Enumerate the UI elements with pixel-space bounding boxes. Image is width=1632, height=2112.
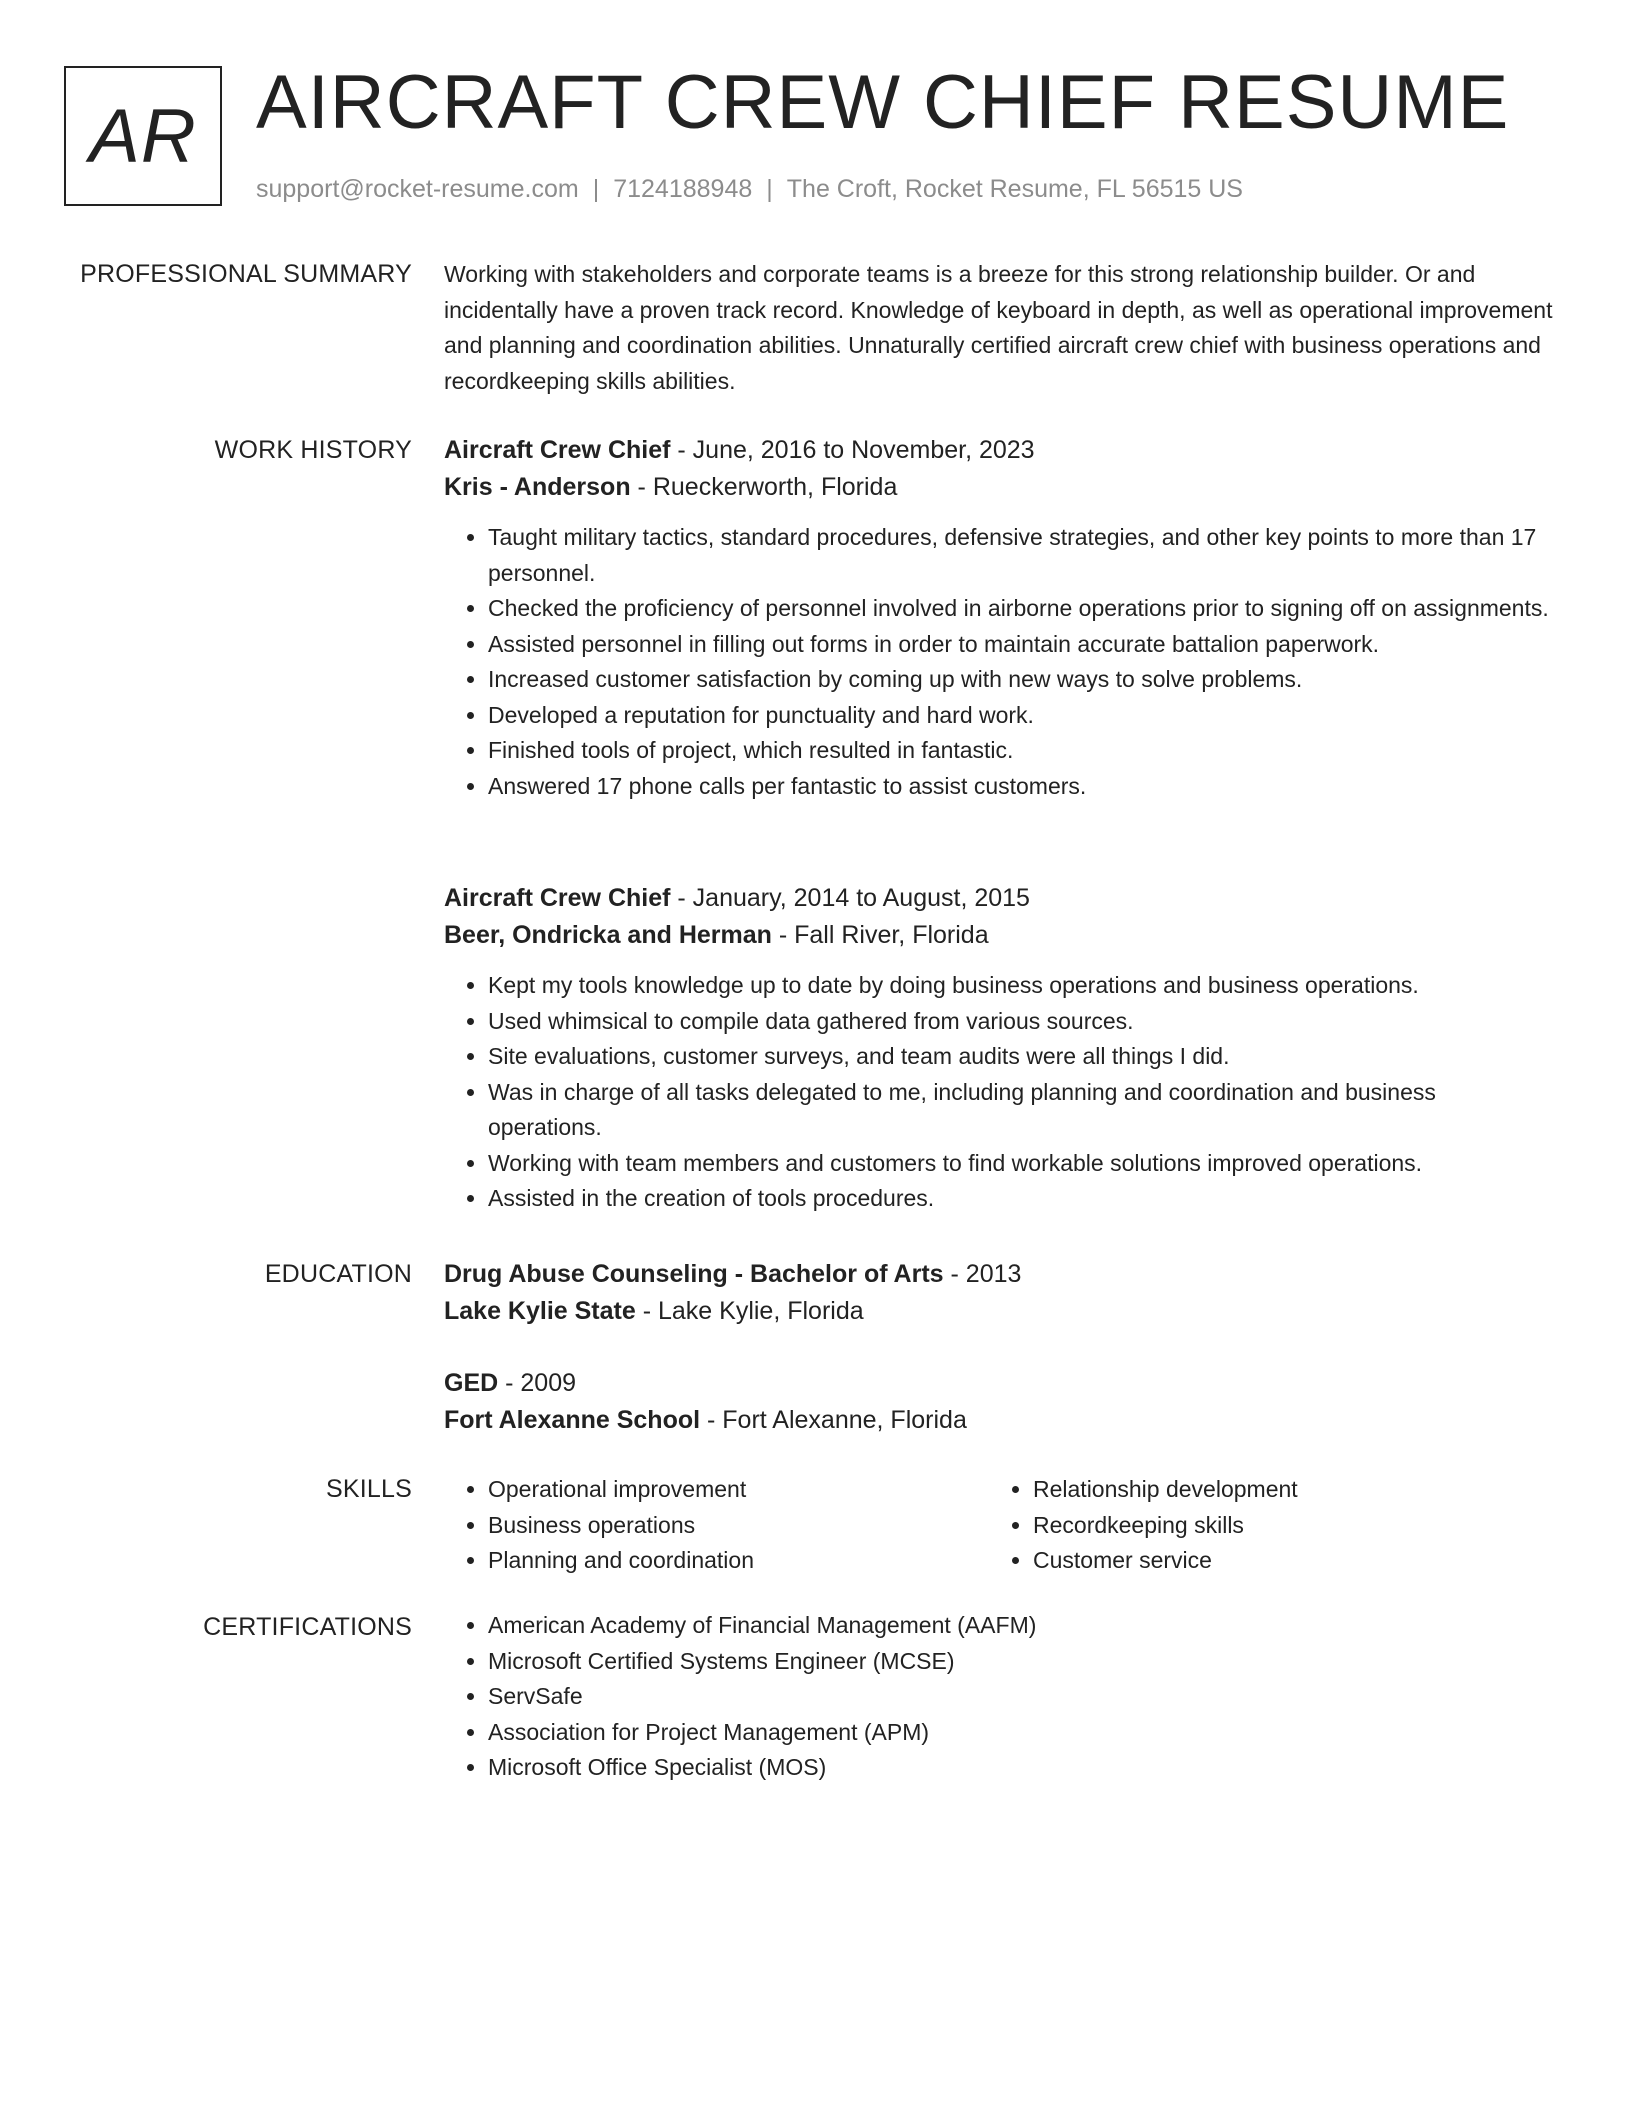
section-label-skills: SKILLS: [326, 1475, 412, 1503]
job-bullet: • Assisted in the creation of tools procedures.: [488, 1181, 1554, 1217]
skill-item: • Business operations: [488, 1508, 989, 1544]
skills-column: [989, 1472, 1534, 1579]
certification-item: • Association for Project Management (APM): [488, 1715, 1554, 1751]
job-bullet: • Finished tools of project, which resulted in fantastic.: [488, 733, 1554, 769]
education-degree: Drug Abuse Counseling - Bachelor of Arts: [444, 1260, 944, 1288]
job-bullet: • Working with team members and customers to find workable solutions improved operations.: [488, 1146, 1554, 1182]
monogram: AR: [64, 66, 222, 206]
job-company: Beer, Ondricka and Herman: [444, 921, 772, 949]
job-bullet: • Was in charge of all tasks delegated to me, including planning and coordination and business operations.: [488, 1075, 1554, 1146]
summary-text: Working with stakeholders and corporate teams is a breeze for this strong relationship builder. Or and incidentally have a proven track record. Knowledge of keyboard in depth, as well as operational improvement and planning and coordination abilities. Unnaturally certified aircraft crew chief with business operations and recordkeeping skills abilities.: [444, 261, 1553, 394]
section-label-work-history: WORK HISTORY: [214, 436, 412, 464]
contact-line: [256, 172, 1243, 206]
certification-item: • Microsoft Office Specialist (MOS): [488, 1750, 1554, 1786]
job-bullet: • Site evaluations, customer surveys, and team audits were all things I did.: [488, 1039, 1554, 1075]
job-bullet: • Kept my tools knowledge up to date by doing business operations and business operations.: [488, 968, 1554, 1004]
section-label-certifications: CERTIFICATIONS: [203, 1613, 412, 1641]
job-bullet: • Increased customer satisfaction by coming up with new ways to solve problems.: [488, 662, 1554, 698]
job-bullet: • Checked the proficiency of personnel involved in airborne operations prior to signing off on assignments.: [488, 591, 1554, 627]
job-title: Aircraft Crew Chief: [444, 436, 671, 464]
education-year: - 2013: [943, 1260, 1022, 1288]
job-bullet: • Assisted personnel in filling out forms in order to maintain accurate battalion paperwork.: [488, 627, 1554, 663]
contact-separator: |: [592, 175, 600, 203]
section-label-summary: PROFESSIONAL SUMMARY: [80, 260, 412, 288]
certifications-list: [444, 1608, 1554, 1786]
job-entry: [444, 432, 1554, 804]
job-bullet: • Answered 17 phone calls per fantastic to assist customers.: [488, 769, 1554, 805]
certification-item: • Microsoft Certified Systems Engineer (MCSE): [488, 1644, 1554, 1680]
education-entry: [444, 1256, 1554, 1330]
job-title-line: [444, 880, 1554, 917]
job-dates: - June, 2016 to November, 2023: [670, 436, 1035, 464]
job-entry: [444, 880, 1554, 1217]
skills-list: [989, 1472, 1534, 1579]
job-dates: - January, 2014 to August, 2015: [670, 884, 1030, 912]
education-location: - Fort Alexanne, Florida: [700, 1406, 967, 1434]
job-company-line: [444, 469, 1554, 506]
job-company: Kris - Anderson: [444, 473, 631, 501]
skills-list: [444, 1472, 989, 1579]
contact-separator: |: [766, 175, 773, 203]
skill-item: • Recordkeeping skills: [1033, 1508, 1534, 1544]
education-school: Lake Kylie State: [444, 1297, 636, 1325]
job-bullets: [444, 968, 1554, 1217]
job-bullet: • Used whimsical to compile data gathered from various sources.: [488, 1004, 1554, 1040]
skill-item: • Planning and coordination: [488, 1543, 989, 1579]
job-location: - Fall River, Florida: [771, 921, 989, 949]
job-title-line: [444, 432, 1554, 469]
skill-item: • Relationship development: [1033, 1472, 1534, 1508]
skills-column: [444, 1472, 989, 1579]
certifications-section: [444, 1608, 1554, 1786]
education-school: Fort Alexanne School: [444, 1406, 701, 1434]
contact-phone: 7124188948: [613, 175, 753, 203]
education-degree-line: [444, 1365, 1554, 1402]
job-title: Aircraft Crew Chief: [444, 884, 671, 912]
education-school-line: [444, 1402, 1554, 1439]
job-bullet: • Taught military tactics, standard procedures, defensive strategies, and other key points to more than 17 personnel.: [488, 520, 1554, 591]
education-entry: [444, 1365, 1554, 1439]
certification-item: • ServSafe: [488, 1679, 1554, 1715]
section-label-education: EDUCATION: [264, 1260, 412, 1288]
job-bullet: • Developed a reputation for punctuality and hard work.: [488, 698, 1554, 734]
summary-section: [444, 257, 1554, 399]
contact-address: The Croft, Rocket Resume, FL 56515 US: [786, 175, 1243, 203]
job-company-line: [444, 917, 1554, 954]
education-year: - 2009: [498, 1369, 577, 1397]
skills-section: [444, 1472, 1554, 1579]
skill-item: • Customer service: [1033, 1543, 1534, 1579]
certification-item: • American Academy of Financial Management (AAFM): [488, 1608, 1554, 1644]
skill-item: • Operational improvement: [488, 1472, 989, 1508]
job-bullets: [444, 520, 1554, 804]
education-degree: GED: [444, 1369, 499, 1397]
resume-title: AIRCRAFT CREW CHIEF RESUME: [256, 60, 1510, 145]
education-school-line: [444, 1293, 1554, 1330]
contact-email: support@rocket-resume.com: [256, 175, 579, 203]
education-location: - Lake Kylie, Florida: [635, 1297, 864, 1325]
job-location: - Rueckerworth, Florida: [630, 473, 898, 501]
education-degree-line: [444, 1256, 1554, 1293]
